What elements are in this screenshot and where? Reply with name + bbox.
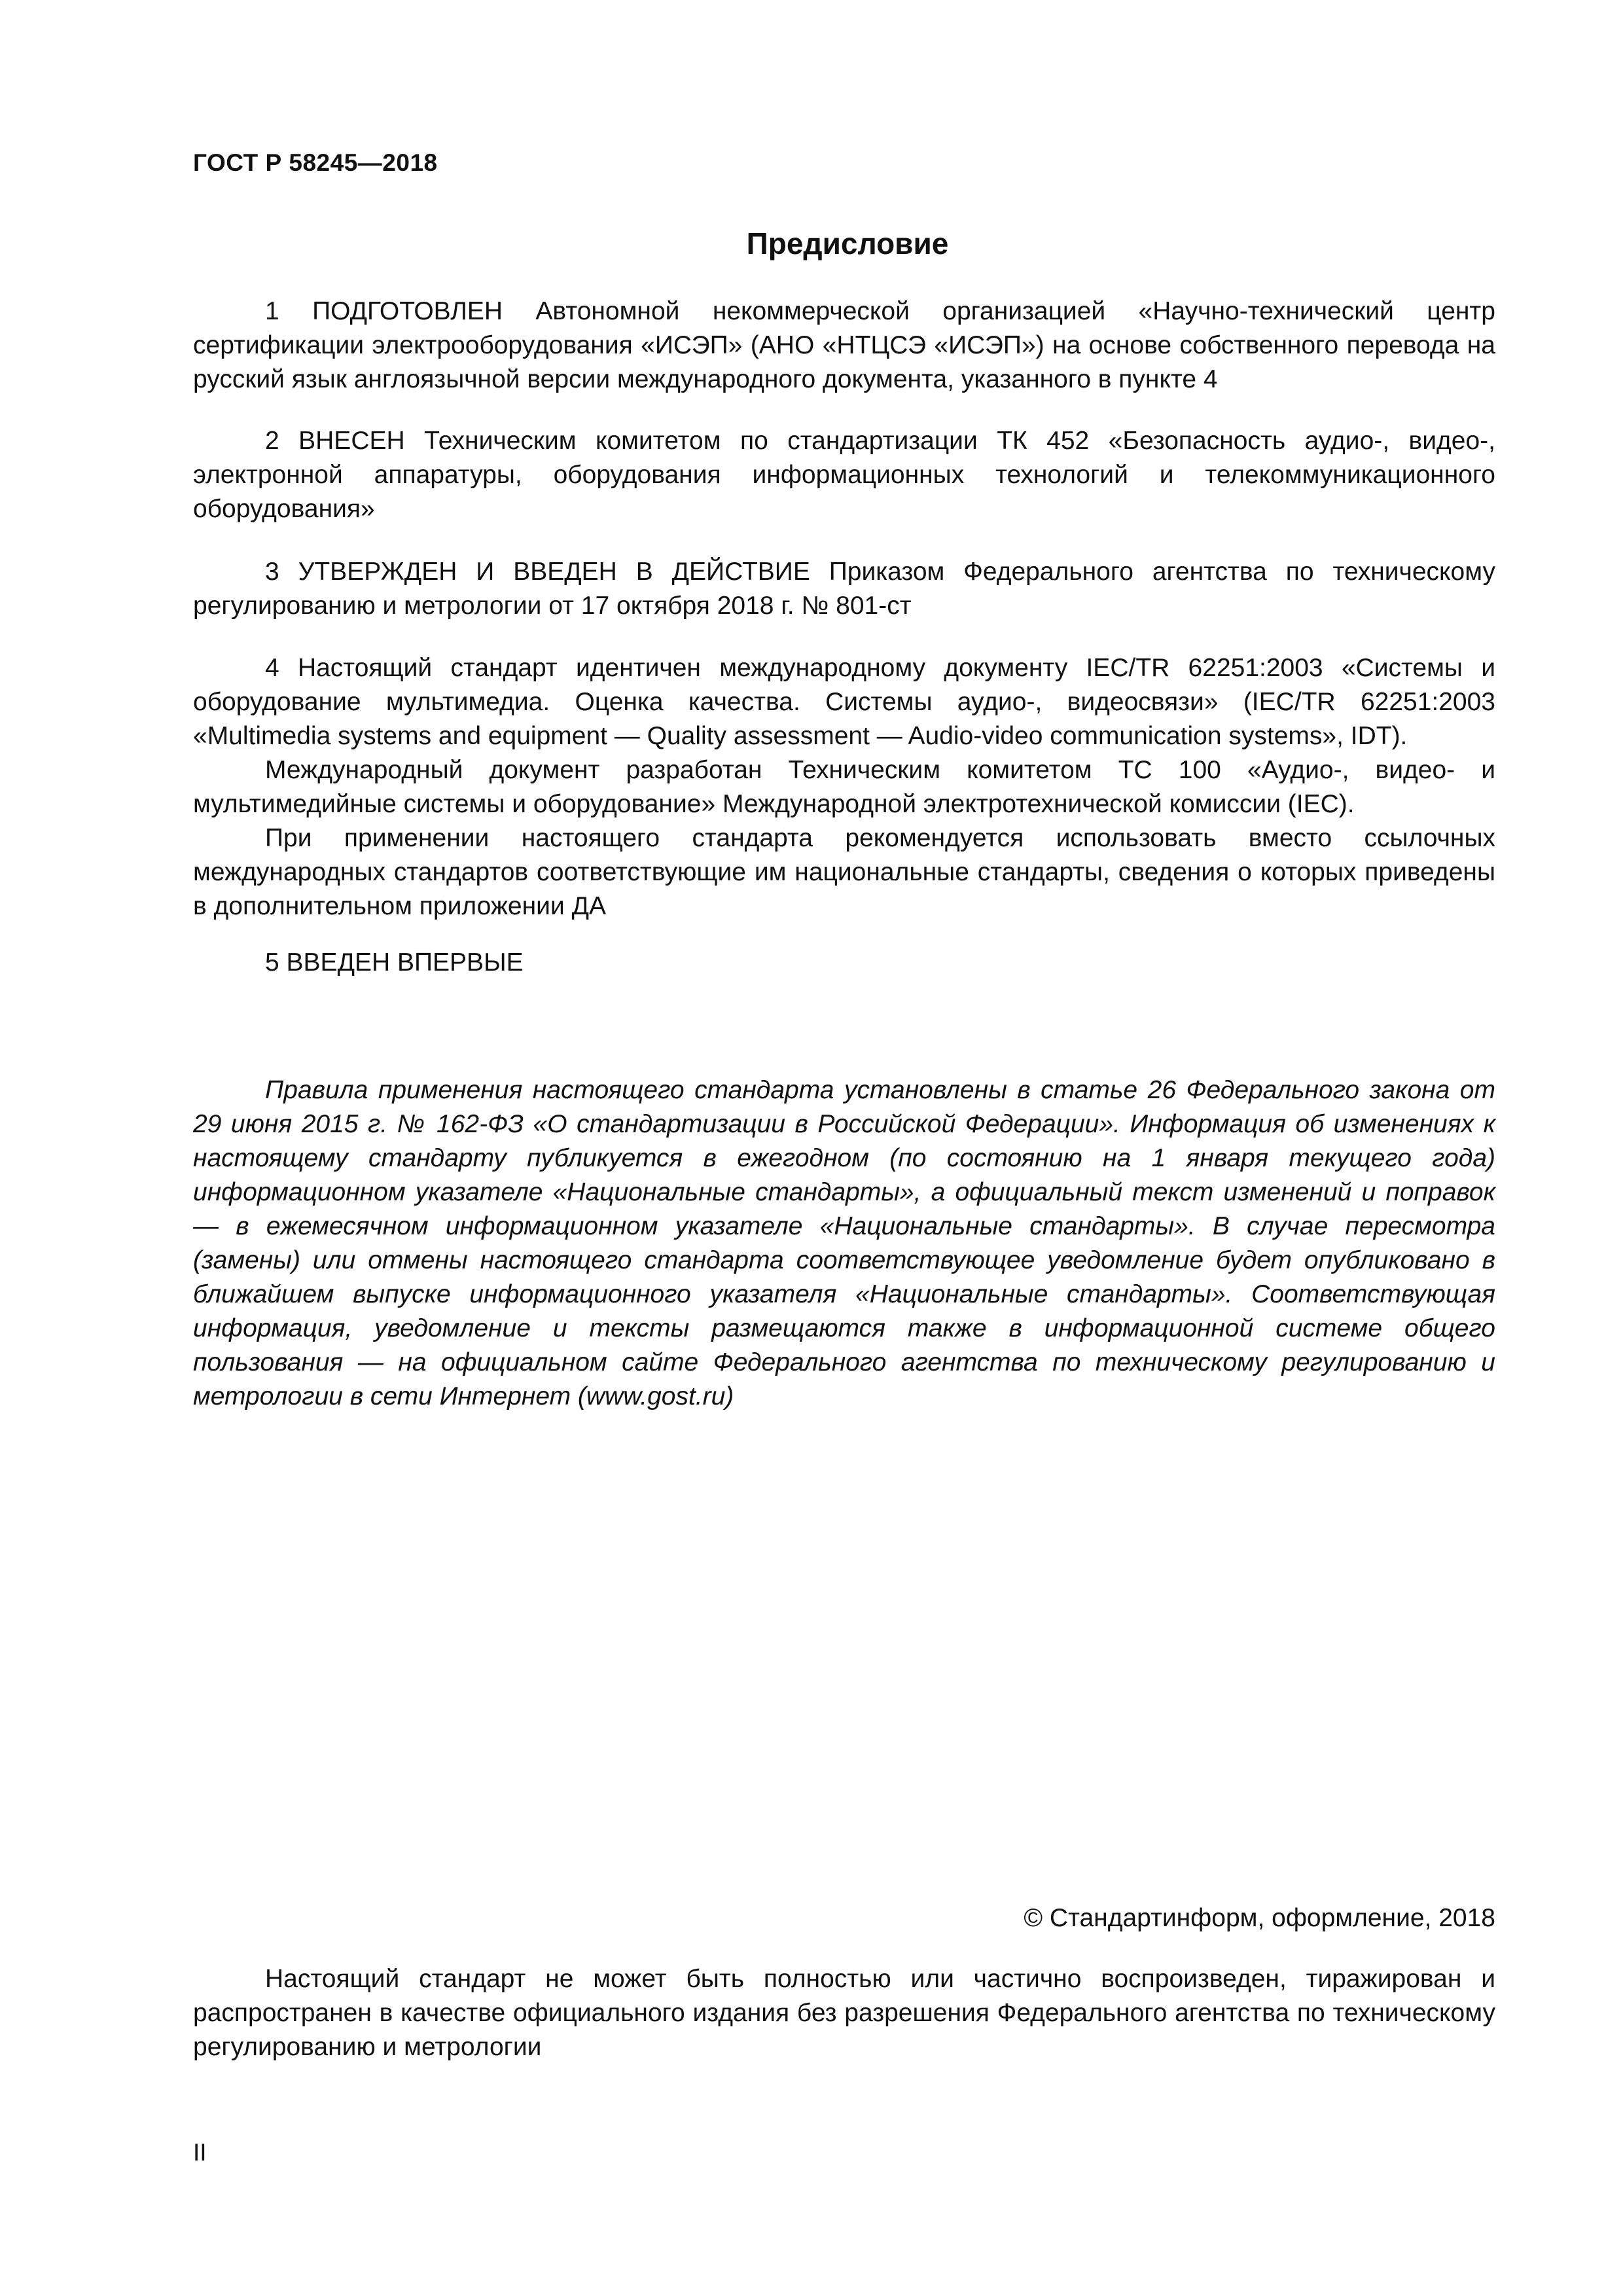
item-2 [193, 424, 1495, 526]
item-1 [193, 295, 1495, 397]
item-5-text: 5 ВВЕДЕН ВПЕРВЫЕ [265, 948, 524, 977]
rules-notice-text: Правила применения настоящего стандарта установлены в статье 26 Федерального закона от 29 июня 2015 г. № 162-ФЗ «О стандартизации в Российской Федерации». Информация об изменениях к настоящему стандарту публикуется в ежегодном (по состоянию на 1 января текущего года) информационном указателе «Национальные стандарты», а официальный текст изменений и поправок — в ежемесячном информационном указателе «Национальные стандарты». В случае пересмотра (замены) или отмены настоящего стандарта соответствующее уведомление будет опубликовано в ближайшем выпуске информационного указателя «Национальные стандарты». Соответствующая информация, уведомление и тексты размещаются также в информационной системе общего пользования — на официальном сайте Федерального агентства по техническому регулированию и метрологии в сети Интернет (www.gost.ru) [193, 1076, 1495, 1410]
page-number: II [193, 2139, 207, 2166]
rules-notice [193, 1073, 1495, 1414]
item-5 [193, 946, 1495, 980]
document-code-header: ГОСТ Р 58245—2018 [193, 149, 438, 176]
page-title: Предисловие [746, 226, 949, 260]
item-4 [193, 651, 1495, 924]
item-1-text: 1 ПОДГОТОВЛЕН Автономной некоммерческой организацией «Научно-технический центр сертификации электрооборудования «ИСЭП» (АНО «НТЦСЭ «ИСЭП») на основе собственного перевода на русский язык англоязычной версии международного документа, указанного в пункте 4 [193, 297, 1495, 393]
item-4-paragraph-1: 4 Настоящий стандарт идентичен международному документу IEC/TR 62251:2003 «Системы и оборудование мультимедиа. Оценка качества. Системы аудио-, видеосвязи» (IEC/TR 62251:2003 «Multimedia systems and equipment — Quality assessment — Audio-video communication systems», IDT). [193, 654, 1495, 750]
item-4-paragraph-3: При применении настоящего стандарта рекомендуется использовать вместо ссылочных международных стандартов соответствующие им национальные стандарты, сведения о которых приведены в дополнительном приложении ДА [193, 824, 1495, 920]
reproduction-notice-text: Настоящий стандарт не может быть полностью или частично воспроизведен, тиражирован и распространен в качестве официального издания без разрешения Федерального агентства по техническому регулированию и метрологии [193, 1965, 1495, 2061]
reproduction-notice [193, 1962, 1495, 2064]
copyright-line: © Стандартинформ, оформление, 2018 [1024, 1904, 1495, 1932]
item-4-paragraph-2: Международный документ разработан Техническим комитетом ТС 100 «Аудио-, видео- и мультимедийные системы и оборудование» Международной электротехнической комиссии (IEC). [193, 756, 1495, 818]
item-3 [193, 555, 1495, 623]
item-2-text: 2 ВНЕСЕН Техническим комитетом по стандартизации ТК 452 «Безопасность аудио-, видео-, электронной аппаратуры, оборудования информационных технологий и телекоммуникационного оборудования» [193, 427, 1495, 523]
item-3-text: 3 УТВЕРЖДЕН И ВВЕДЕН В ДЕЙСТВИЕ Приказом Федерального агентства по техническому регулированию и метрологии от 17 октября 2018 г. № 801-ст [193, 558, 1495, 620]
